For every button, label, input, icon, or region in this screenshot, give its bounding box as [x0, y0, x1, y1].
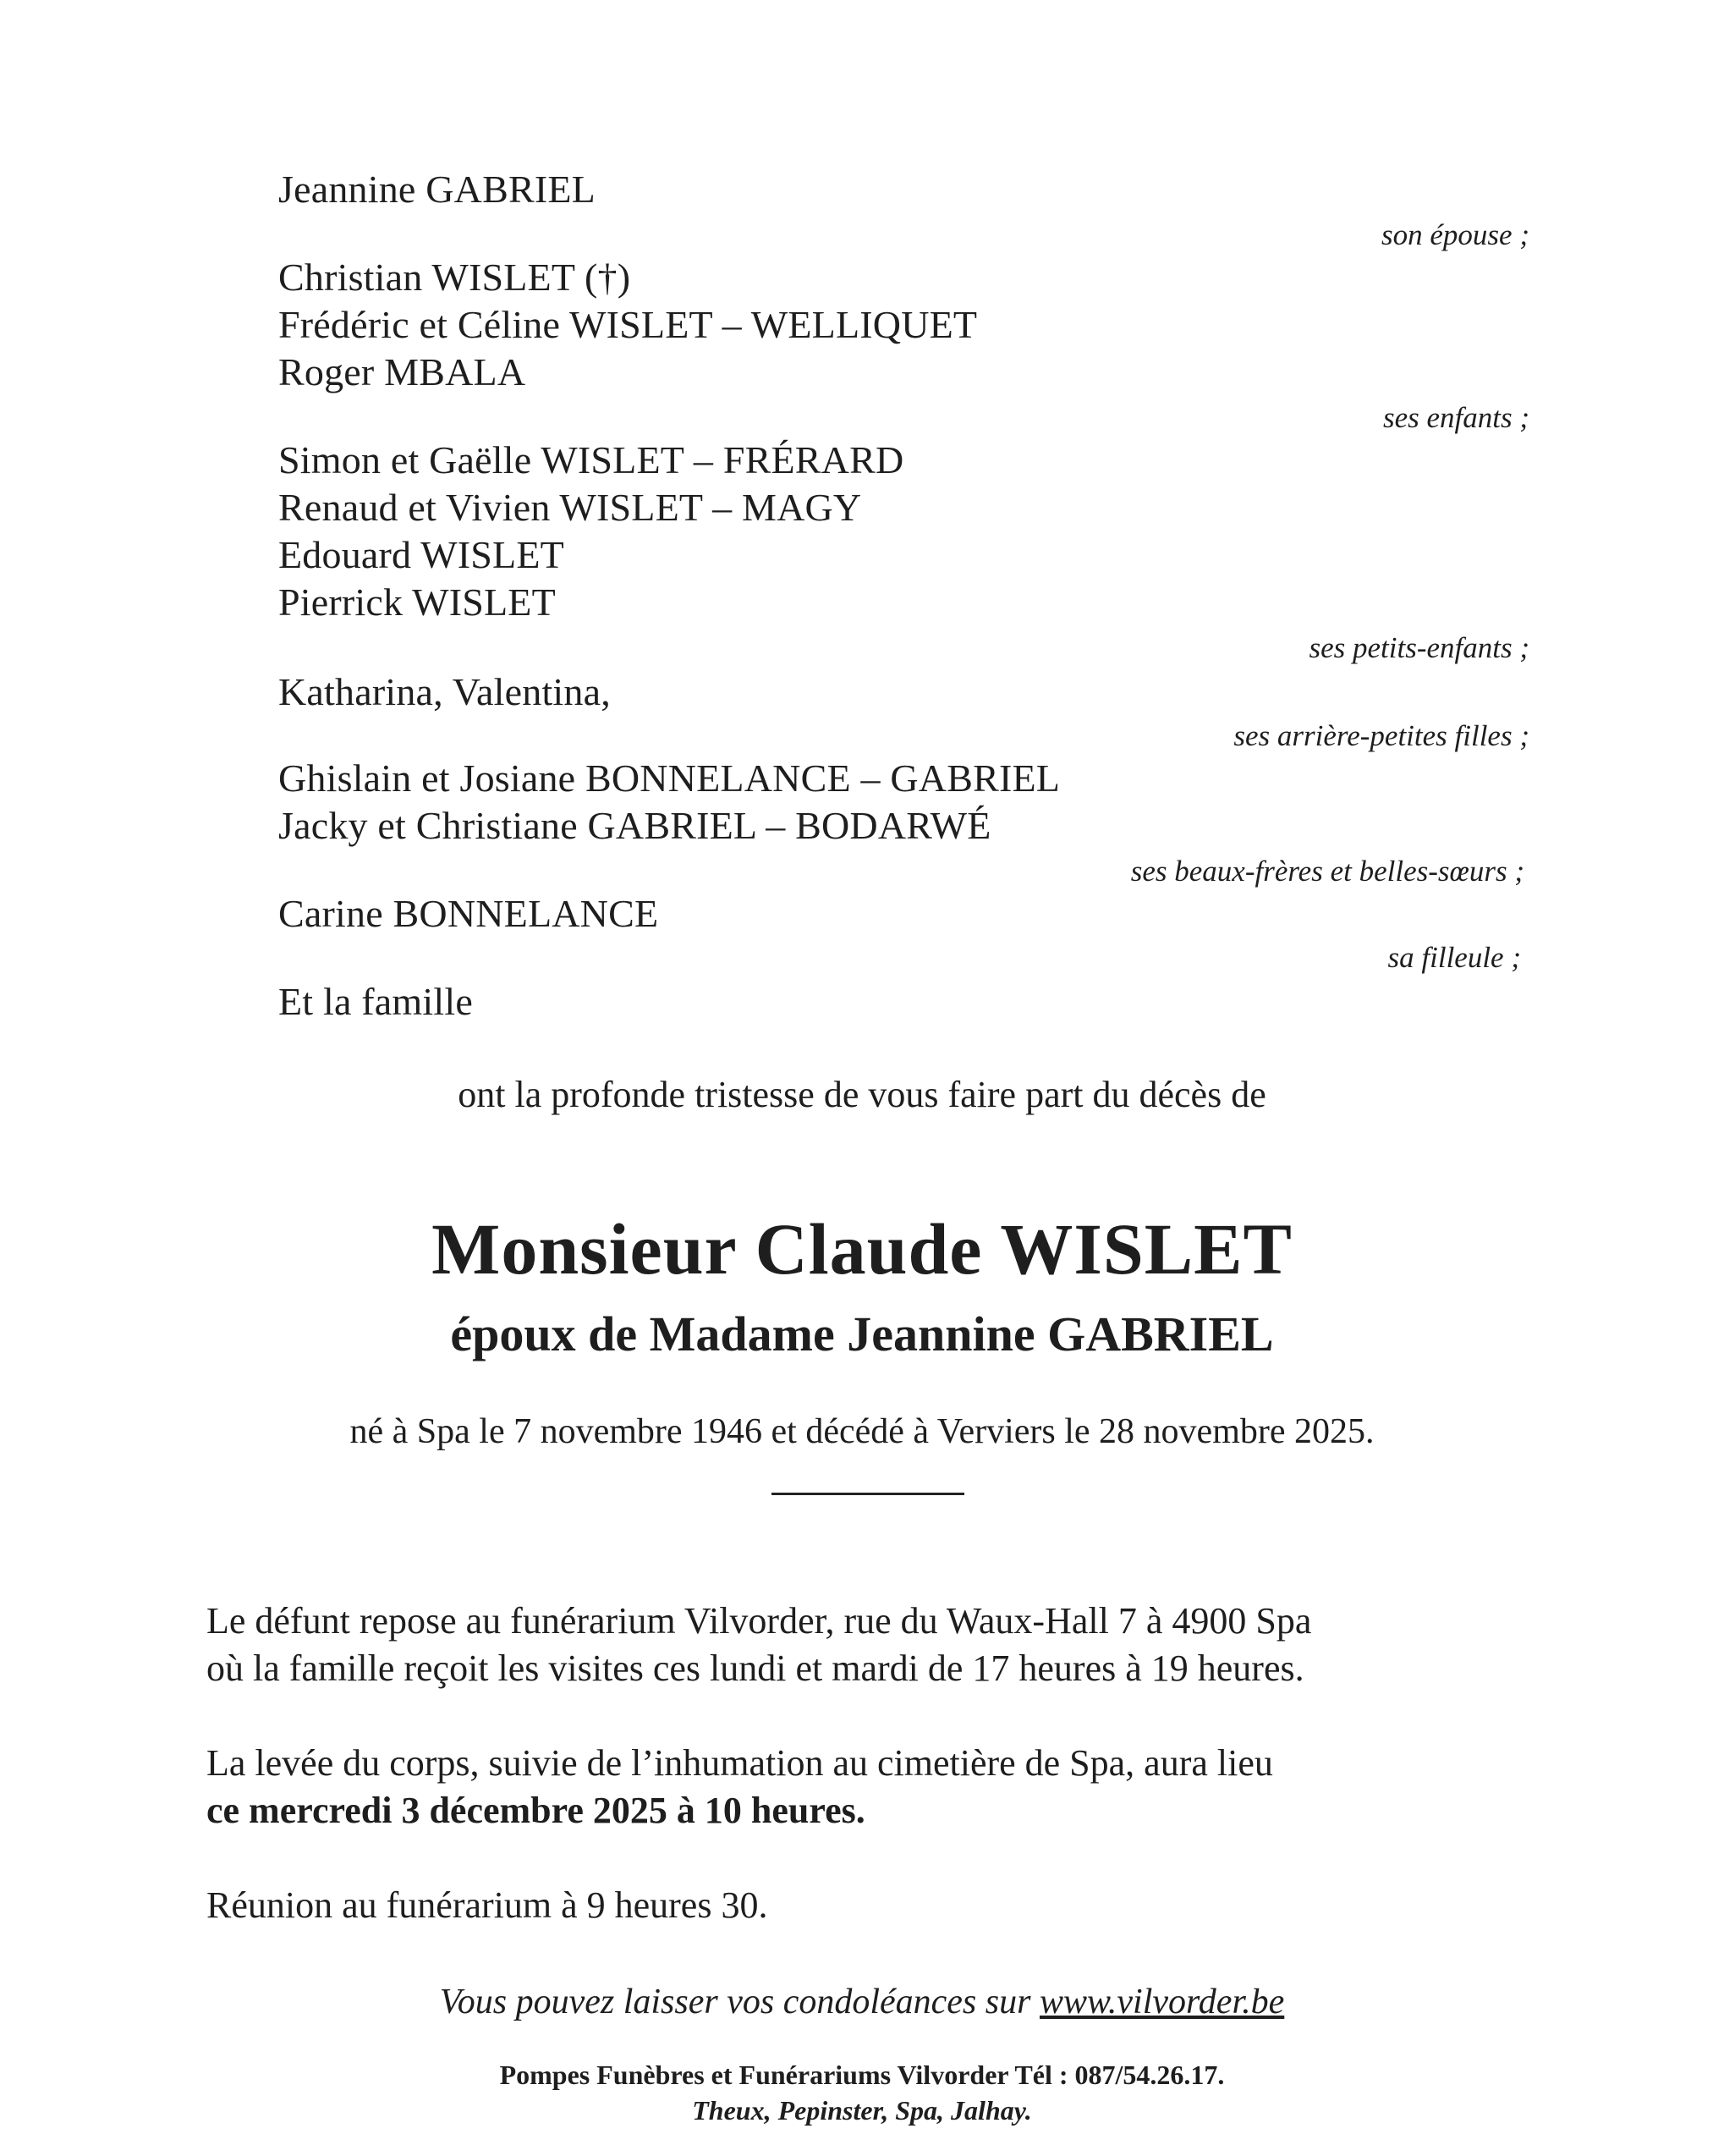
footer-company: Pompes Funèbres et Funérariums Vilvorder Tél : 087/54.26.17. [499, 2060, 1225, 2090]
role-children: ses enfants ; [1382, 401, 1529, 434]
rest-line-2: où la famille reçoit les visites ces lundi et mardi de 17 heures à 19 heures. [206, 1647, 1304, 1689]
family-name-child-2: Frédéric et Céline WISLET – WELLIQUET [278, 303, 978, 346]
family-name-grandchild-3: Edouard WISLET [278, 533, 564, 576]
condolences-line [0, 1982, 1724, 2022]
footer-locations: Theux, Pepinster, Spa, Jalhay. [692, 2095, 1032, 2126]
role-in-laws: ses beaux-frères et belles-sœurs ; [1130, 855, 1524, 888]
family-name-grandchild-4: Pierrick WISLET [278, 580, 556, 624]
family-name-grandchild-2: Renaud et Vivien WISLET – MAGY [278, 486, 862, 529]
family-name-child-3: Roger MBALA [278, 350, 526, 393]
condolences-text: Vous pouvez laisser vos condoléances sur [439, 1983, 1031, 2021]
condolences-link[interactable]: www.vilvorder.be [1039, 1983, 1285, 2021]
rest-line-1: Le défunt repose au funérarium Vilvorder, rue du Waux-Hall 7 à 4900 Spa [206, 1600, 1312, 1642]
role-spouse: son épouse ; [1381, 218, 1529, 251]
meeting-info: Réunion au funérarium à 9 heures 30. [206, 1884, 768, 1926]
family-name-grandchild-1: Simon et Gaëlle WISLET – FRÉRARD [278, 438, 904, 481]
family-name-goddaughter: Carine BONNELANCE [278, 892, 659, 935]
role-goddaughter: sa filleule ; [1387, 941, 1521, 974]
deceased-name: Monsieur Claude WISLET [431, 1208, 1293, 1290]
family-name-in-law-1: Ghislain et Josiane BONNELANCE – GABRIEL [278, 756, 1061, 800]
divider [771, 1493, 964, 1495]
role-great-grandchildren: ses arrière-petites filles ; [1233, 719, 1529, 752]
ceremony-line-2: ce mercredi 3 décembre 2025 à 10 heures. [206, 1790, 865, 1831]
family-name-in-law-2: Jacky et Christiane GABRIEL – BODARWÉ [278, 804, 991, 847]
ceremony-line-1: La levée du corps, suivie de l’inhumation au cimetière de Spa, aura lieu [206, 1742, 1273, 1784]
family-name-child-1: Christian WISLET (†) [278, 256, 631, 299]
deceased-spouse: époux de Madame Jeannine GABRIEL [450, 1306, 1274, 1361]
family-name-great-grandchildren: Katharina, Valentina, [278, 670, 611, 713]
birth-death-dates: né à Spa le 7 novembre 1946 et décédé à Verviers le 28 novembre 2025. [349, 1412, 1375, 1451]
and-family: Et la famille [278, 980, 473, 1023]
announcement-intro: ont la profonde tristesse de vous faire part du décès de [458, 1074, 1266, 1115]
family-name-spouse: Jeannine GABRIEL [278, 168, 596, 211]
role-grandchildren: ses petits-enfants ; [1309, 631, 1529, 664]
